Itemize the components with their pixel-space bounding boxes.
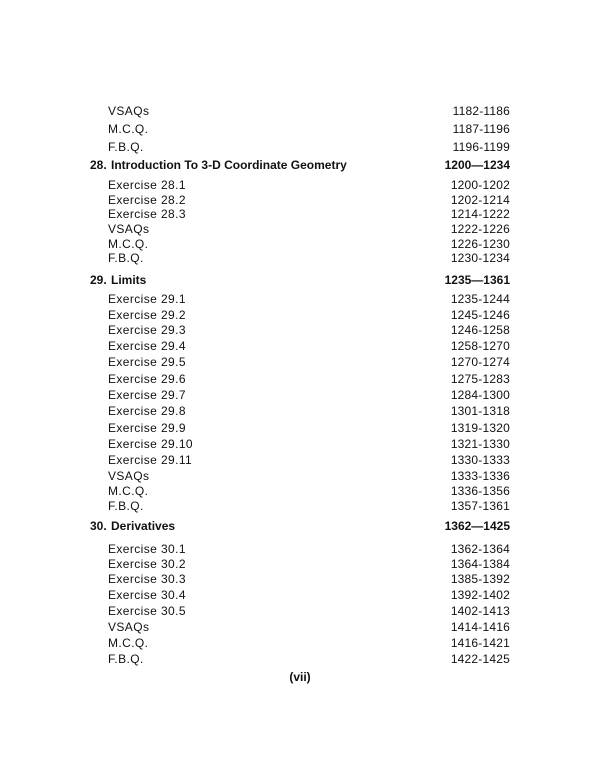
toc-item-label: Exercise 28.2	[108, 193, 186, 207]
chapter-heading-28	[90, 157, 510, 173]
toc-item	[108, 338, 510, 354]
toc-item-label: Exercise 28.1	[108, 178, 186, 192]
toc-item	[108, 177, 510, 193]
toc-item	[108, 250, 510, 266]
toc-item	[108, 121, 510, 137]
toc-item-pages: 1402-1413	[450, 604, 510, 618]
chapter-number: 28.	[90, 158, 107, 172]
toc-item-pages: 1258-1270	[450, 339, 510, 353]
toc-item-label: VSAQs	[108, 620, 150, 634]
toc-item-pages: 1275-1283	[450, 372, 510, 386]
toc-item-pages: 1333-1336	[450, 469, 510, 483]
toc-item-pages: 1182-1186	[452, 104, 510, 118]
toc-item-pages: 1245-1246	[450, 308, 510, 322]
toc-item	[108, 571, 510, 587]
toc-item	[108, 420, 510, 436]
toc-item-pages: 1422-1425	[450, 652, 510, 666]
toc-item	[108, 483, 510, 499]
toc-item-label: M.C.Q.	[108, 237, 149, 251]
toc-item	[108, 541, 510, 557]
toc-item-label: Exercise 30.4	[108, 588, 186, 602]
toc-item-label: Exercise 29.11	[108, 453, 193, 467]
toc-item	[108, 387, 510, 403]
toc-item-label: VSAQs	[108, 222, 150, 236]
toc-item-pages: 1230-1234	[450, 251, 510, 265]
toc-item-label: M.C.Q.	[108, 484, 149, 498]
toc-item-label: M.C.Q.	[108, 122, 149, 136]
toc-item-label: Exercise 30.1	[108, 542, 186, 556]
toc-item	[108, 651, 510, 667]
toc-item-pages: 1235-1244	[450, 292, 510, 306]
toc-item-label: Exercise 30.3	[108, 572, 186, 586]
chapter-title: Introduction To 3-D Coordinate Geometry	[111, 158, 347, 172]
chapter-number: 29.	[90, 273, 107, 287]
toc-item-label: F.B.Q.	[108, 140, 144, 154]
toc-item	[108, 221, 510, 237]
toc-item-pages: 1319-1320	[450, 421, 510, 435]
chapter-number: 30.	[90, 519, 107, 533]
toc-item-pages: 1187-1196	[452, 122, 510, 136]
toc-item-pages: 1301-1318	[450, 404, 510, 418]
toc-item-label: Exercise 29.4	[108, 339, 186, 353]
toc-item-pages: 1385-1392	[450, 572, 510, 586]
toc-item-label: VSAQs	[108, 104, 150, 118]
toc-item-pages: 1200-1202	[450, 178, 510, 192]
chapter-pages: 1200—1234	[444, 158, 510, 172]
toc-item-label: F.B.Q.	[108, 652, 144, 666]
chapter-heading-30	[90, 518, 510, 534]
toc-item-label: F.B.Q.	[108, 499, 144, 513]
toc-item-label: Exercise 29.2	[108, 308, 186, 322]
toc-item	[108, 103, 510, 119]
toc-item	[108, 635, 510, 651]
toc-item-label: VSAQs	[108, 469, 150, 483]
toc-item-label: Exercise 29.9	[108, 421, 186, 435]
toc-item-pages: 1321-1330	[450, 437, 510, 451]
toc-item-pages: 1270-1274	[450, 355, 510, 369]
toc-item	[108, 556, 510, 572]
toc-item-pages: 1392-1402	[450, 588, 510, 602]
toc-item-label: Exercise 29.7	[108, 388, 186, 402]
chapter-title: Derivatives	[111, 519, 176, 533]
toc-item-pages: 1357-1361	[450, 499, 510, 513]
toc-item-label: Exercise 30.5	[108, 604, 186, 618]
toc-item-pages: 1214-1222	[450, 207, 510, 221]
toc-item-label: Exercise 29.5	[108, 355, 186, 369]
toc-item-pages: 1362-1364	[450, 542, 510, 556]
toc-item-label: Exercise 29.1	[108, 292, 186, 306]
toc-item-label: Exercise 29.6	[108, 372, 186, 386]
toc-item-pages: 1284-1300	[450, 388, 510, 402]
toc-item-label: Exercise 28.3	[108, 207, 186, 221]
toc-item	[108, 498, 510, 514]
toc-item	[108, 468, 510, 484]
toc-item	[108, 619, 510, 635]
toc-item	[108, 322, 510, 338]
toc-item	[108, 587, 510, 603]
toc-item	[108, 452, 510, 468]
toc-item	[108, 139, 510, 155]
toc-item-pages: 1336-1356	[450, 484, 510, 498]
chapter-title: Limits	[111, 273, 147, 287]
chapter-pages: 1235—1361	[444, 273, 510, 287]
toc-item	[108, 403, 510, 419]
toc-item	[108, 354, 510, 370]
toc-item	[108, 206, 510, 222]
chapter-heading-29	[90, 272, 510, 288]
toc-item-label: F.B.Q.	[108, 251, 144, 265]
toc-item	[108, 307, 510, 323]
toc-item-label: Exercise 29.3	[108, 323, 186, 337]
chapter-pages: 1362—1425	[444, 519, 510, 533]
toc-item-pages: 1414-1416	[450, 620, 510, 634]
toc-item-pages: 1226-1230	[450, 237, 510, 251]
toc-item-label: Exercise 29.8	[108, 404, 186, 418]
toc-item-pages: 1330-1333	[450, 453, 510, 467]
toc-item-pages: 1202-1214	[450, 193, 510, 207]
toc-item	[108, 371, 510, 387]
toc-item-pages: 1246-1258	[450, 323, 510, 337]
toc-item-pages: 1222-1226	[450, 222, 510, 236]
toc-item-label: Exercise 30.2	[108, 557, 186, 571]
toc-item-label: Exercise 29.10	[108, 437, 193, 451]
toc-item-pages: 1196-1199	[452, 140, 510, 154]
page-number: (vii)	[289, 670, 311, 684]
toc-item-pages: 1364-1384	[450, 557, 510, 571]
toc-item-pages: 1416-1421	[450, 636, 510, 650]
toc-item	[108, 603, 510, 619]
toc-item-label: M.C.Q.	[108, 636, 149, 650]
toc-item	[108, 291, 510, 307]
toc-item	[108, 436, 510, 452]
